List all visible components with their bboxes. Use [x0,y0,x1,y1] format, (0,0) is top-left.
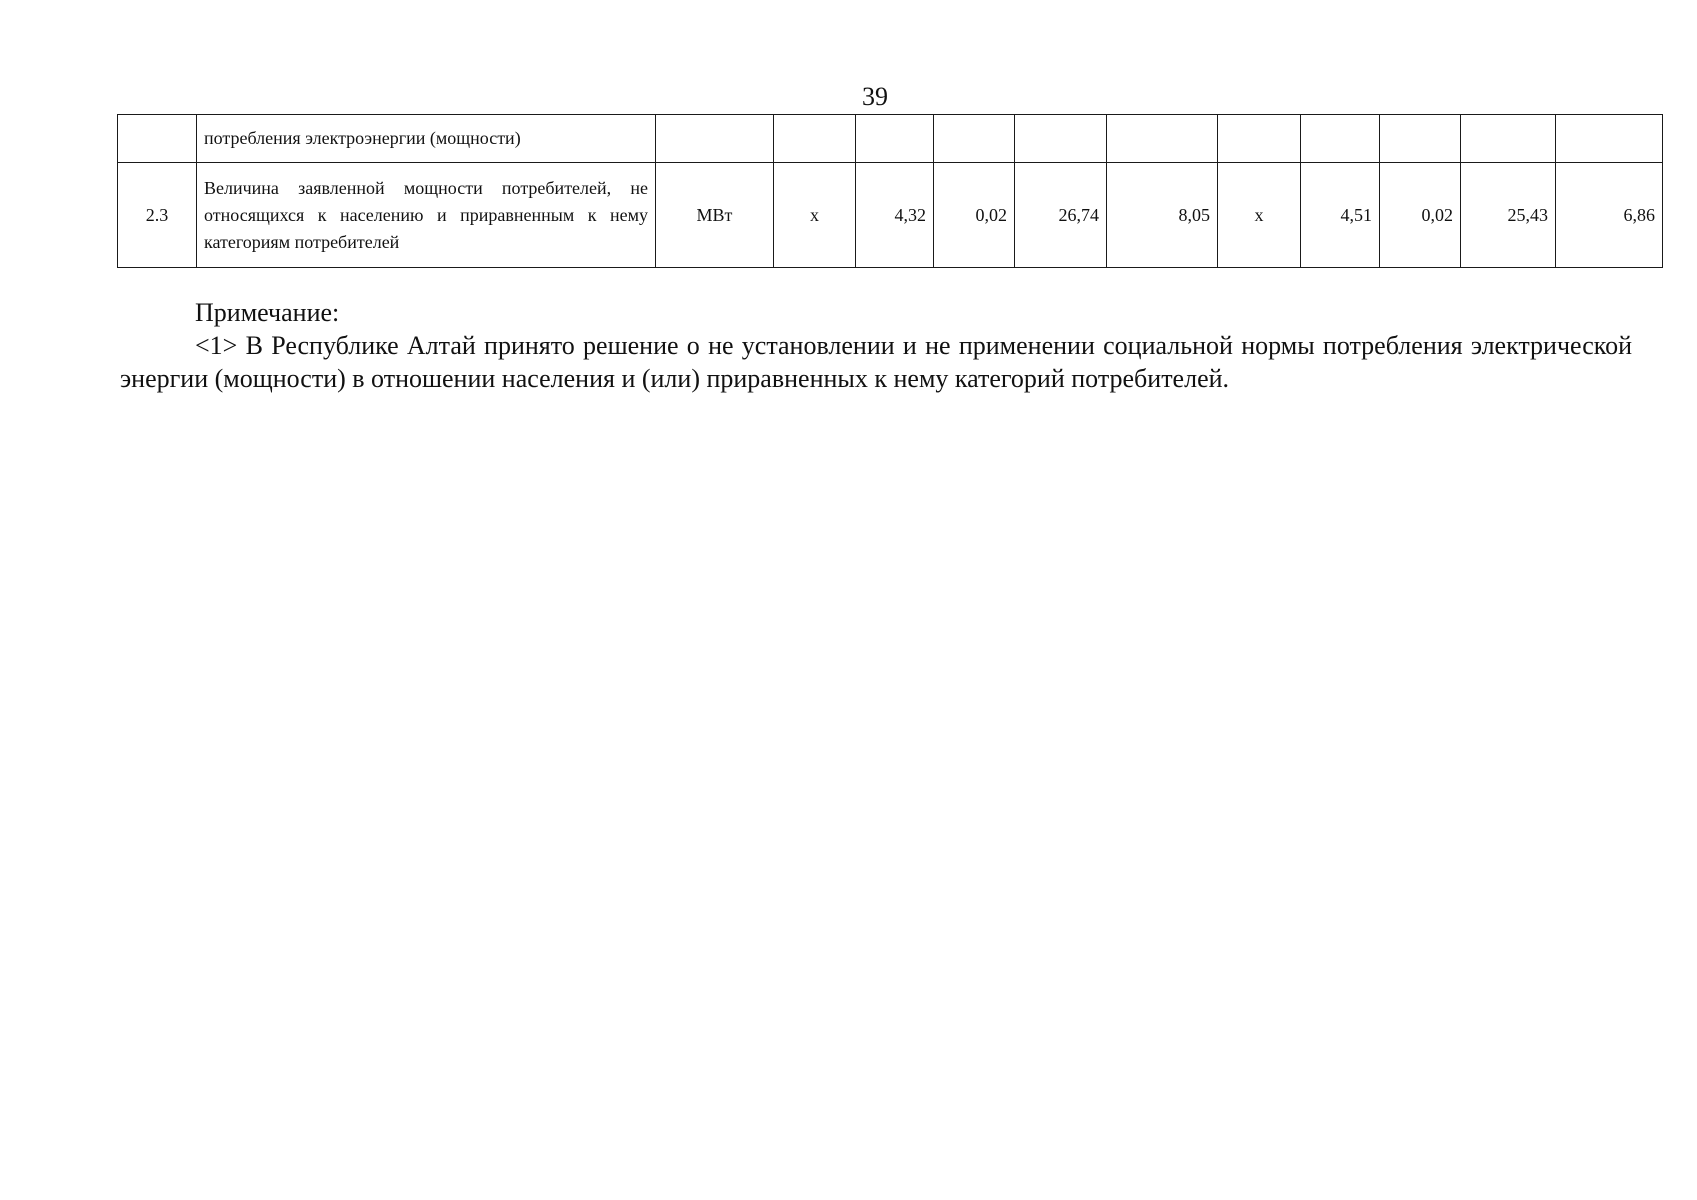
note-title: Примечание: [195,298,340,327]
value-cell [856,115,934,163]
row-unit-cell [656,115,774,163]
value-cell: x [1218,163,1301,268]
value-cell: 0,02 [934,163,1015,268]
value-cell [1015,115,1107,163]
row-number-cell: 2.3 [118,163,197,268]
page-number: 39 [862,82,888,111]
value-cell: 6,86 [1556,163,1663,268]
value-cell [1556,115,1663,163]
value-cell: 25,43 [1461,163,1556,268]
value-cell [774,115,856,163]
value-cell: 4,51 [1301,163,1380,268]
value-cell [1380,115,1461,163]
value-cell [934,115,1015,163]
note-text: <1> В Республике Алтай принято решение о не установлении и не применении социальной нормы потребления электрической энергии (мощности) в отношении населения и (или) приравненных к нему категорий потребителей. [120,331,1632,393]
value-cell [1107,115,1218,163]
table-row [118,115,1663,163]
row-number-cell [118,115,197,163]
value-cell [1461,115,1556,163]
table-row [118,163,1663,268]
row-unit-cell: МВт [656,163,774,268]
value-cell [1301,115,1380,163]
note-block [120,296,1632,395]
value-cell: 8,05 [1107,163,1218,268]
value-cell: 26,74 [1015,163,1107,268]
value-cell: x [774,163,856,268]
data-table [117,114,1663,268]
row-description-cell: потребления электроэнергии (мощности) [197,115,656,163]
value-cell: 0,02 [1380,163,1461,268]
value-cell [1218,115,1301,163]
row-description-cell: Величина заявленной мощности потребителей, не относящихся к населению и приравненным к нему категориям потребителей [197,163,656,268]
value-cell: 4,32 [856,163,934,268]
